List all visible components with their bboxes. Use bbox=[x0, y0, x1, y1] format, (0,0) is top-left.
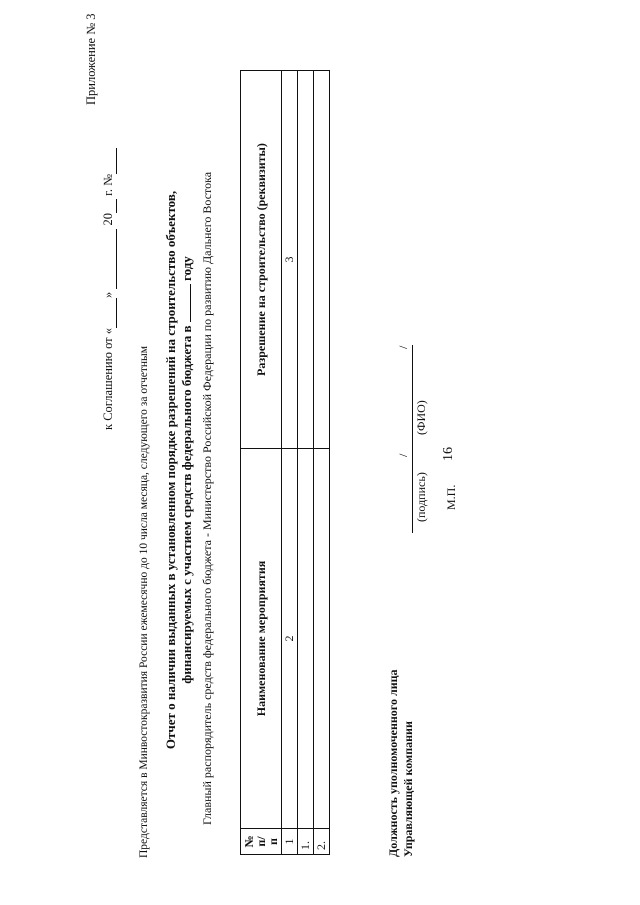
row-number: 1. bbox=[298, 829, 314, 855]
authorized-position bbox=[386, 669, 416, 857]
column-index: 1 bbox=[282, 829, 298, 855]
report-title-line2-wrap bbox=[179, 165, 195, 775]
permit-cell[interactable] bbox=[298, 71, 314, 449]
row-number: 2. bbox=[314, 829, 330, 855]
table-row bbox=[298, 71, 314, 855]
fio-label: (ФИО) bbox=[414, 400, 428, 435]
agreement-suffix: г. № bbox=[101, 173, 115, 196]
agreement-prefix: к Соглашению от « bbox=[101, 327, 115, 430]
page-number: 16 bbox=[441, 447, 456, 461]
submission-note: Представляется в Минвостокразвития России ежемесячно до 10 числа месяца, следующего за отчетным bbox=[138, 345, 150, 858]
signature-slash: / bbox=[396, 345, 410, 349]
column-index-row bbox=[282, 71, 298, 855]
activity-cell[interactable] bbox=[298, 449, 314, 829]
position-line1: Должность уполномоченного лица bbox=[386, 669, 400, 857]
header-num: № п/п bbox=[241, 829, 282, 855]
signature-label: (подпись) bbox=[414, 472, 428, 522]
year-blank bbox=[179, 284, 191, 322]
signature-line[interactable] bbox=[410, 345, 413, 533]
agreement-mid: » bbox=[101, 291, 115, 298]
header-activity: Наименование мероприятия bbox=[241, 449, 282, 829]
agreement-number-blank bbox=[101, 148, 117, 174]
table-row bbox=[314, 71, 330, 855]
permits-table bbox=[240, 70, 330, 855]
table-header-row bbox=[241, 71, 282, 855]
activity-cell[interactable] bbox=[314, 449, 330, 829]
signature-slash: / bbox=[396, 453, 410, 457]
agreement-year-blank bbox=[101, 199, 117, 213]
appendix-title: Приложение № 3 bbox=[84, 13, 98, 105]
agreement-year: 20 bbox=[101, 212, 115, 226]
agreement-reference bbox=[101, 148, 117, 430]
agreement-day-blank bbox=[101, 298, 117, 328]
report-title-year-word: году bbox=[179, 256, 194, 282]
report-title bbox=[163, 165, 195, 775]
seal-placeholder: М.П. bbox=[444, 484, 458, 510]
header-permit: Разрешение на строительство (реквизиты) bbox=[241, 71, 282, 449]
budget-manager: Главный распорядитель средств федерального бюджета - Министерство Российской Федерации по развитию Дальнего Востока bbox=[200, 171, 214, 825]
agreement-month-blank bbox=[101, 229, 117, 289]
position-line2: Управляющей компании bbox=[401, 721, 415, 857]
column-index: 3 bbox=[282, 71, 298, 449]
column-index: 2 bbox=[282, 449, 298, 829]
report-title-line2: финансируемых с участием средств федерального бюджета в bbox=[179, 325, 194, 684]
permit-cell[interactable] bbox=[314, 71, 330, 449]
report-title-line1: Отчет о наличии выданных в установленном порядке разрешений на строительство объектов, bbox=[163, 190, 178, 750]
